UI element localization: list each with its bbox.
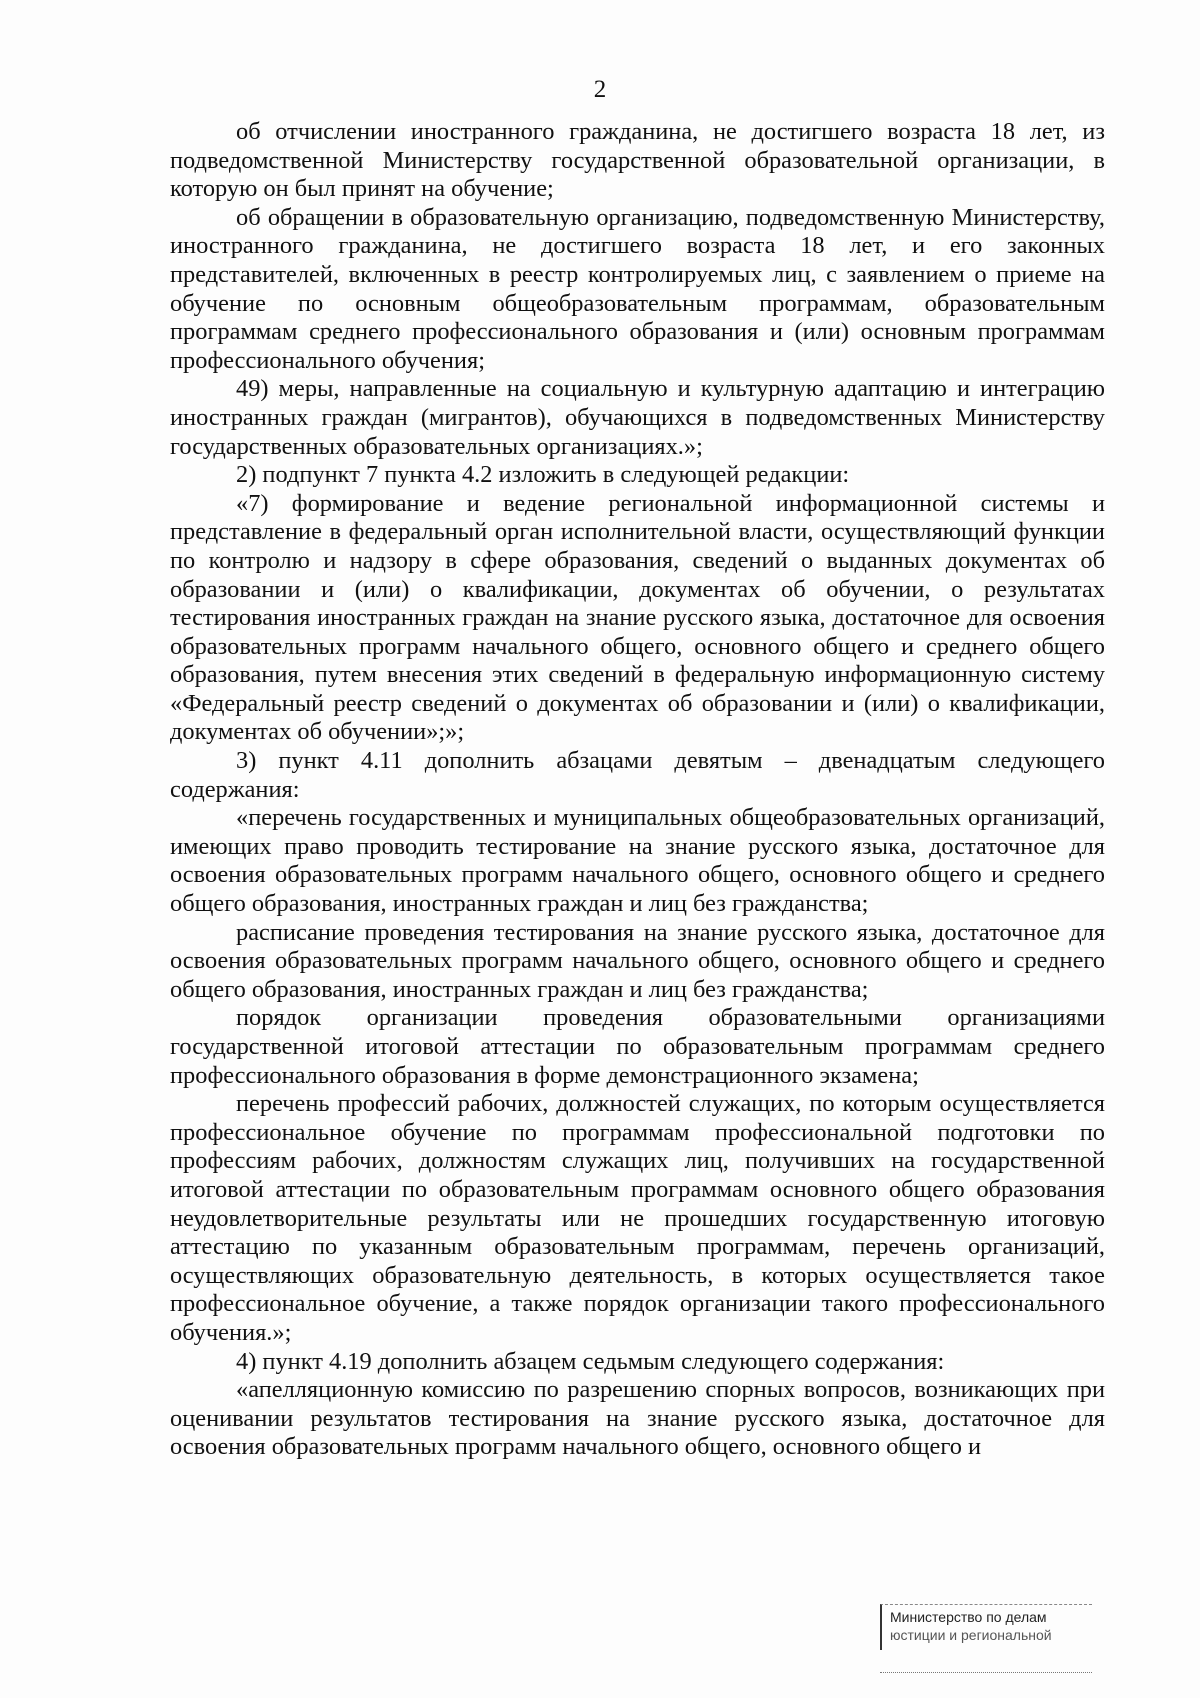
paragraph-9: порядок организации проведения образовательными организациями государственной итоговой аттестации по образовательным программам среднего профессионального образования в форме демонстрационного экзамена; (170, 1004, 1105, 1089)
paragraph-1: об отчислении иностранного гражданина, не достигшего возраста 18 лет, из подведомственной Министерству государственной образовательной организации, в которую он был принят на обучение; (170, 118, 1105, 203)
stamp-divider (880, 1672, 1092, 1673)
paragraph-11: 4) пункт 4.19 дополнить абзацем седьмым следующего содержания: (236, 1347, 945, 1375)
paragraph-8: расписание проведения тестирования на знание русского языка, достаточное для освоения образовательных программ начального общего, основного общего и среднего общего образования, иностранных граждан и лиц без гражданства; (170, 918, 1105, 1003)
page-number: 2 (593, 76, 607, 103)
paragraph-6: 3) пункт 4.11 дополнить абзацами девятым – двенадцатым следующего содержания: (170, 747, 1105, 803)
paragraph-3: 49) меры, направленные на социальную и культурную адаптацию и интеграцию иностранных граждан (мигрантов), обучающихся в подведомственных Министерству государственных образовательных организациях.»; (170, 375, 1105, 460)
paragraph-5: «7) формирование и ведение региональной информационной системы и представление в федеральный орган исполнительной власти, осуществляющий функции по контролю и надзору в сфере образования, сведений о выданных документах об образовании и (или) о квалификации, документах об обучении, о результатах тестирования иностранных граждан на знание русского языка, достаточное для освоения образовательных программ начального общего, основного общего и среднего общего образования, путем внесения этих сведений в федеральную информационную систему «Федеральный реестр сведений о документах об образовании и (или) о квалификации, документах об обучении»;»; (170, 489, 1105, 746)
stamp-line-2: юстиции и региональной (890, 1627, 1052, 1643)
paragraph-12: «апелляционную комиссию по разрешению спорных вопросов, возникающих при оценивании результатов тестирования на знание русского языка, достаточное для освоения образовательных программ начального общего, основного общего и (170, 1376, 1105, 1461)
paragraph-10: перечень профессий рабочих, должностей служащих, по которым осуществляется профессиональное обучение по программам профессиональной подготовки по профессиям рабочих, должностям служащих лиц, получивших на государственной итоговой аттестации по образовательным программам основного общего образования неудовлетворительные результаты или не прошедших государственную итоговую аттестацию по указанным образовательным программам, перечень организаций, осуществляющих образовательную деятельность, в которых осуществляется такое профессиональное обучение, а также порядок организации такого профессионального обучения.»; (170, 1090, 1105, 1346)
document-body (170, 118, 1105, 1462)
paragraph-4: 2) подпункт 7 пункта 4.2 изложить в следующей редакции: (236, 461, 850, 489)
stamp-line-1: Министерство по делам (890, 1609, 1047, 1625)
paragraph-7: «перечень государственных и муниципальных общеобразовательных организаций, имеющих право проводить тестирование на знание русского языка, достаточное для освоения образовательных программ начального общего, основного общего и среднего общего образования, иностранных граждан и лиц без гражданства; (170, 804, 1105, 918)
ministry-stamp (880, 1604, 1092, 1650)
paragraph-2: об обращении в образовательную организацию, подведомственную Министерству, иностранного гражданина, не достигшего возраста 18 лет, и его законных представителей, включенных в реестр контролируемых лиц, с заявлением о приеме на обучение по основным общеобразовательным программам, образовательным программам среднего профессионального образования и (или) основным программам профессионального обучения; (170, 203, 1105, 374)
